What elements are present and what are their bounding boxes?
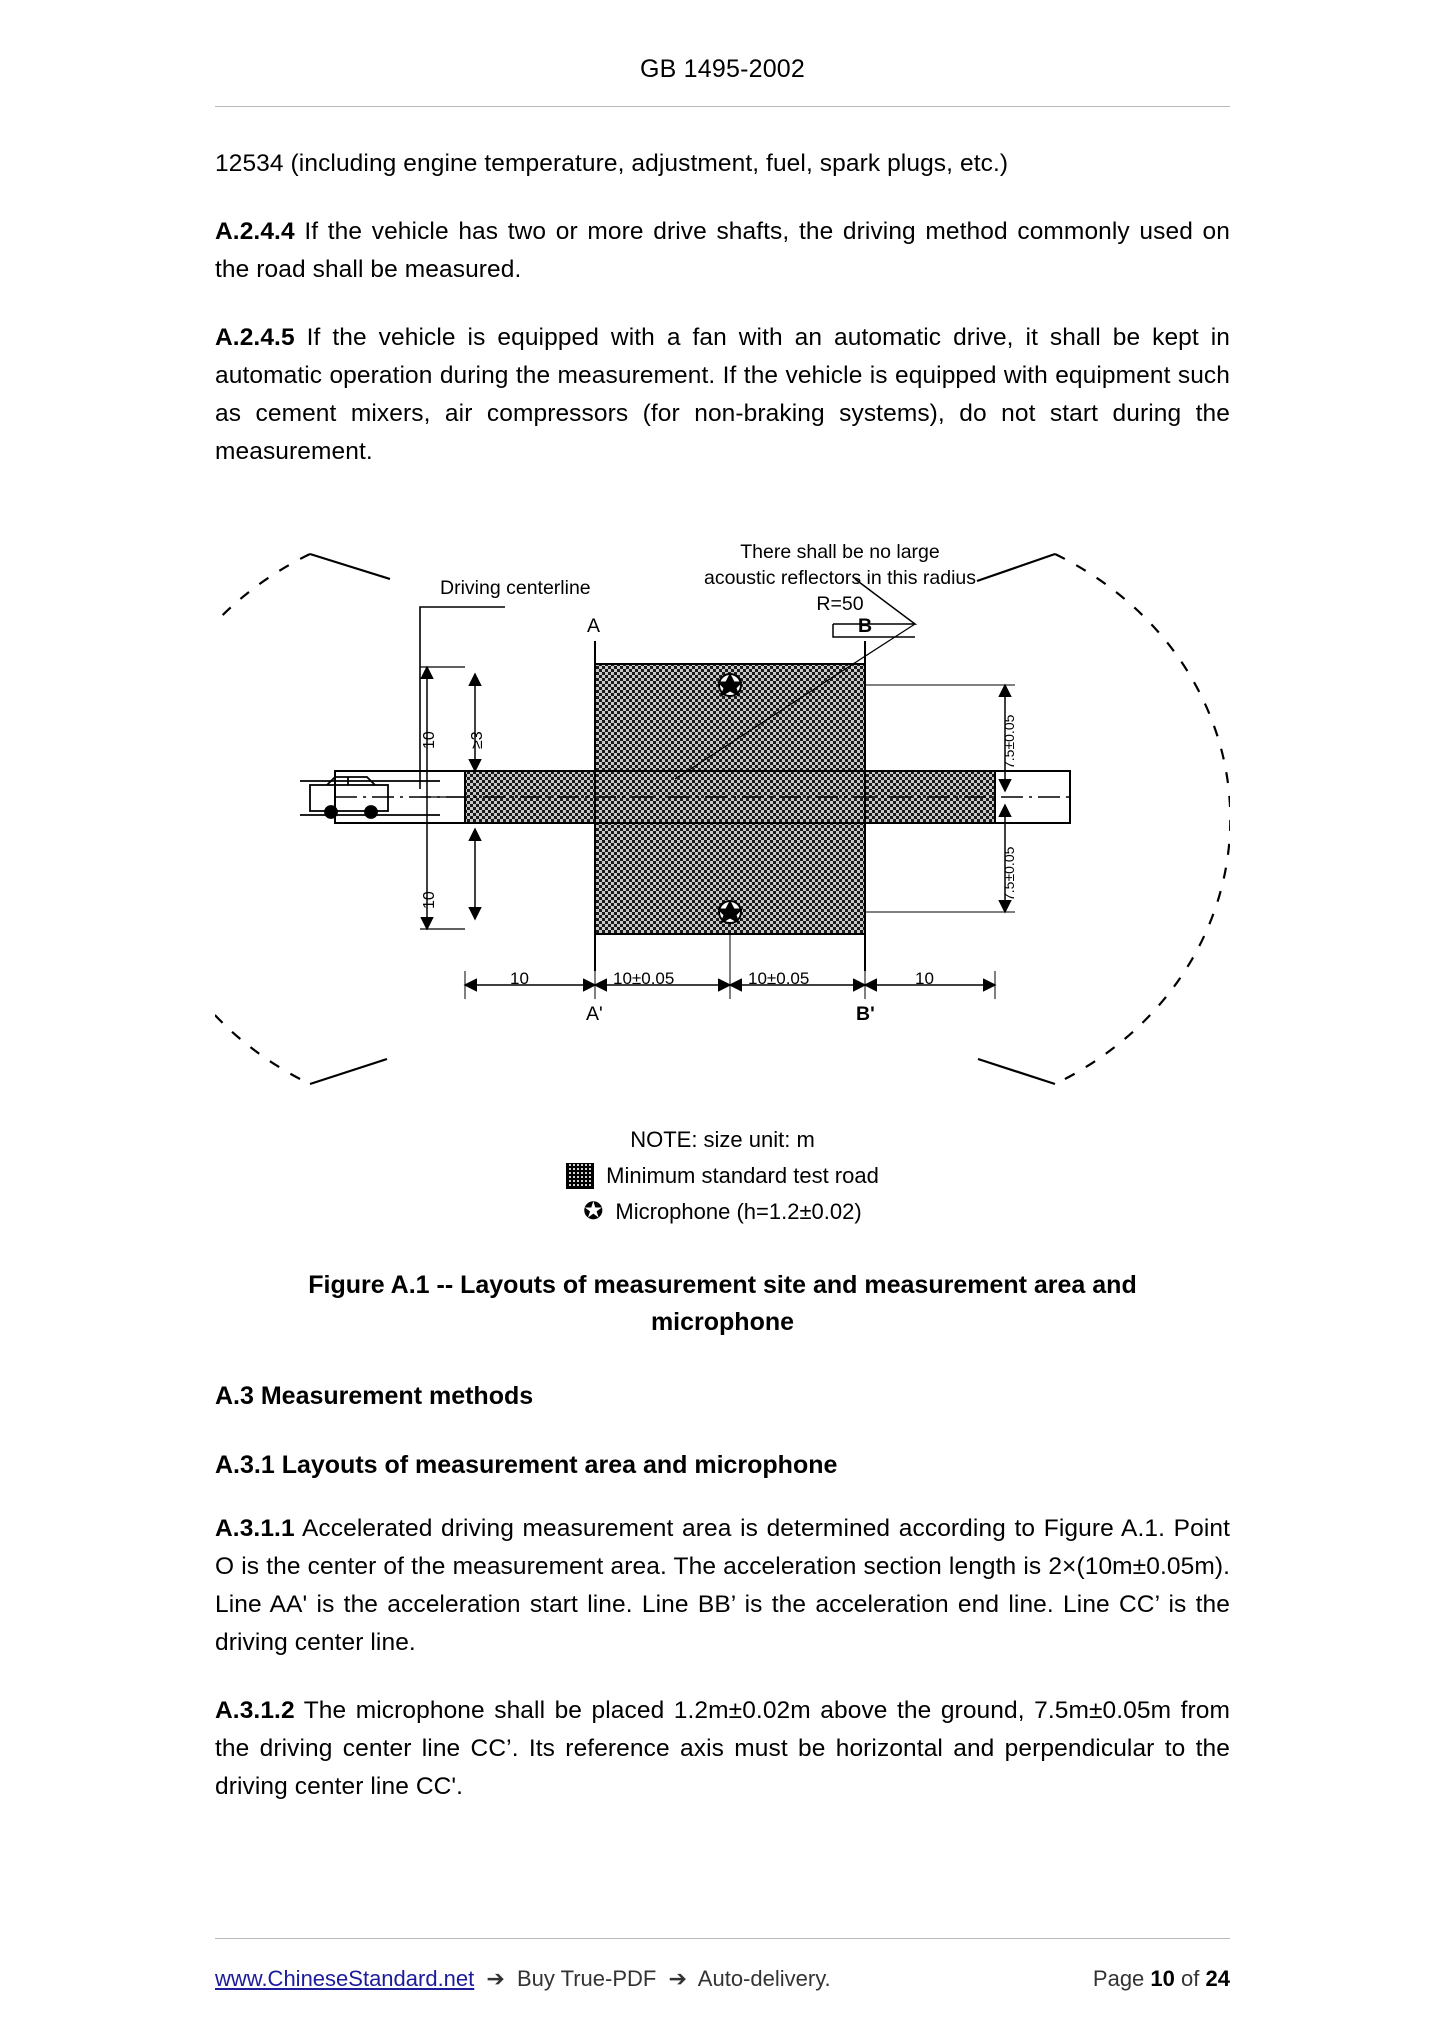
dim-mic-bottom: 7.5±0.05 [1001, 846, 1017, 901]
label-reflector-line1: There shall be no large [740, 540, 940, 563]
dim-mid-left: 10±0.05 [613, 968, 675, 988]
clause-text-a245: If the vehicle is equipped with a fan with an automatic drive, it shall be kept in automatic operation during the measurement. If the vehicle is equipped with equipment such as cement mixers, air compressors (for non-braking systems), do not start during the measurement. [215, 323, 1230, 465]
footer-buy-label: Buy True-PDF [516, 1966, 657, 1991]
clause-label-a245: A.2.4.5 [215, 323, 295, 351]
section-a3-heading: A.3 Measurement methods [215, 1381, 534, 1410]
paragraph-a245 [215, 319, 1230, 471]
footer-page-word: Page [1092, 1966, 1145, 1991]
footer-delivery-label: Auto-delivery. [697, 1966, 831, 1991]
microphone-icon: ✪ [583, 1197, 604, 1225]
label-point-a: A [587, 614, 601, 637]
figure-caption-line2: microphone [650, 1308, 795, 1337]
footer-left [215, 1966, 1093, 1992]
figure-a1 [215, 519, 1230, 1119]
header-divider [215, 106, 1230, 107]
footer-total-pages: 24 [1205, 1966, 1230, 1991]
clause-text-a244: If the vehicle has two or more drive shafts, the driving method commonly used on the road shall be measured. [215, 217, 1230, 283]
footer-of-word: of [1181, 1966, 1200, 1991]
figure-diagram [215, 519, 1230, 1119]
dim-left-10: 10 [510, 968, 529, 988]
paragraph-a244 [215, 213, 1230, 289]
label-reflector-line2: acoustic reflectors in this radius [703, 566, 977, 589]
dim-ge3: ≥3 [469, 731, 486, 749]
legend-microphone-label: Microphone (h=1.2±0.02) [615, 1198, 862, 1224]
paragraph-intro: 12534 (including engine temperature, adjustment, fuel, spark plugs, etc.) [215, 150, 1009, 177]
clause-label-a312: A.3.1.2 [215, 1696, 295, 1724]
legend-road-row [215, 1163, 1230, 1189]
label-reflector-radius: R=50 [816, 592, 864, 615]
clause-text-a312: The microphone shall be placed 1.2m±0.02m above the ground, 7.5m±0.05m from the driving center line CC’. Its reference axis must be horizontal and perpendicular to the driving center line CC'. [215, 1696, 1230, 1800]
label-point-b-prime: B' [856, 1002, 875, 1025]
dim-mic-top: 7.5±0.05 [1001, 714, 1017, 769]
road-swatch-icon [566, 1163, 594, 1189]
arrow-right-icon: ➔ [486, 1966, 505, 1991]
clause-label-a244: A.2.4.4 [215, 217, 295, 245]
figure-note: NOTE: size unit: m [630, 1126, 815, 1152]
paragraph-a311 [215, 1510, 1230, 1662]
footer-divider [215, 1938, 1230, 1939]
footer-pagination [1093, 1966, 1230, 1992]
figure-caption [215, 1267, 1230, 1342]
footer-site-link[interactable]: www.ChineseStandard.net [215, 1966, 475, 1991]
legend-microphone-row [215, 1199, 1230, 1225]
page-title: GB 1495-2002 [639, 55, 806, 83]
dim-right-10: 10 [915, 968, 934, 988]
figure-caption-line1: Figure A.1 -- Layouts of measurement site and measurement area and [308, 1270, 1137, 1299]
paragraph-a312 [215, 1692, 1230, 1806]
dim-mid-right: 10±0.05 [748, 968, 810, 988]
arrow-right-icon-2: ➔ [668, 1966, 687, 1991]
page-footer [215, 1966, 1230, 1992]
label-driving-centerline: Driving centerline [440, 576, 591, 599]
dim-vert-top-10: 10 [421, 730, 438, 749]
dim-vert-bottom-10: 10 [421, 890, 438, 909]
clause-label-a311: A.3.1.1 [215, 1514, 295, 1542]
legend-road-label: Minimum standard test road [606, 1162, 879, 1188]
footer-page-number: 10 [1150, 1966, 1175, 1991]
section-a31-heading: A.3.1 Layouts of measurement area and microphone [215, 1450, 838, 1479]
label-point-a-prime: A' [586, 1002, 603, 1025]
label-point-b: B [858, 614, 873, 637]
clause-text-a311: Accelerated driving measurement area is determined according to Figure A.1. Point O is the center of the measurement area. The acceleration section length is 2×(10m±0.05m). Line AA' is the acceleration start line. Line BB’ is the acceleration end line. Line CC’ is the driving center line. [215, 1514, 1230, 1656]
